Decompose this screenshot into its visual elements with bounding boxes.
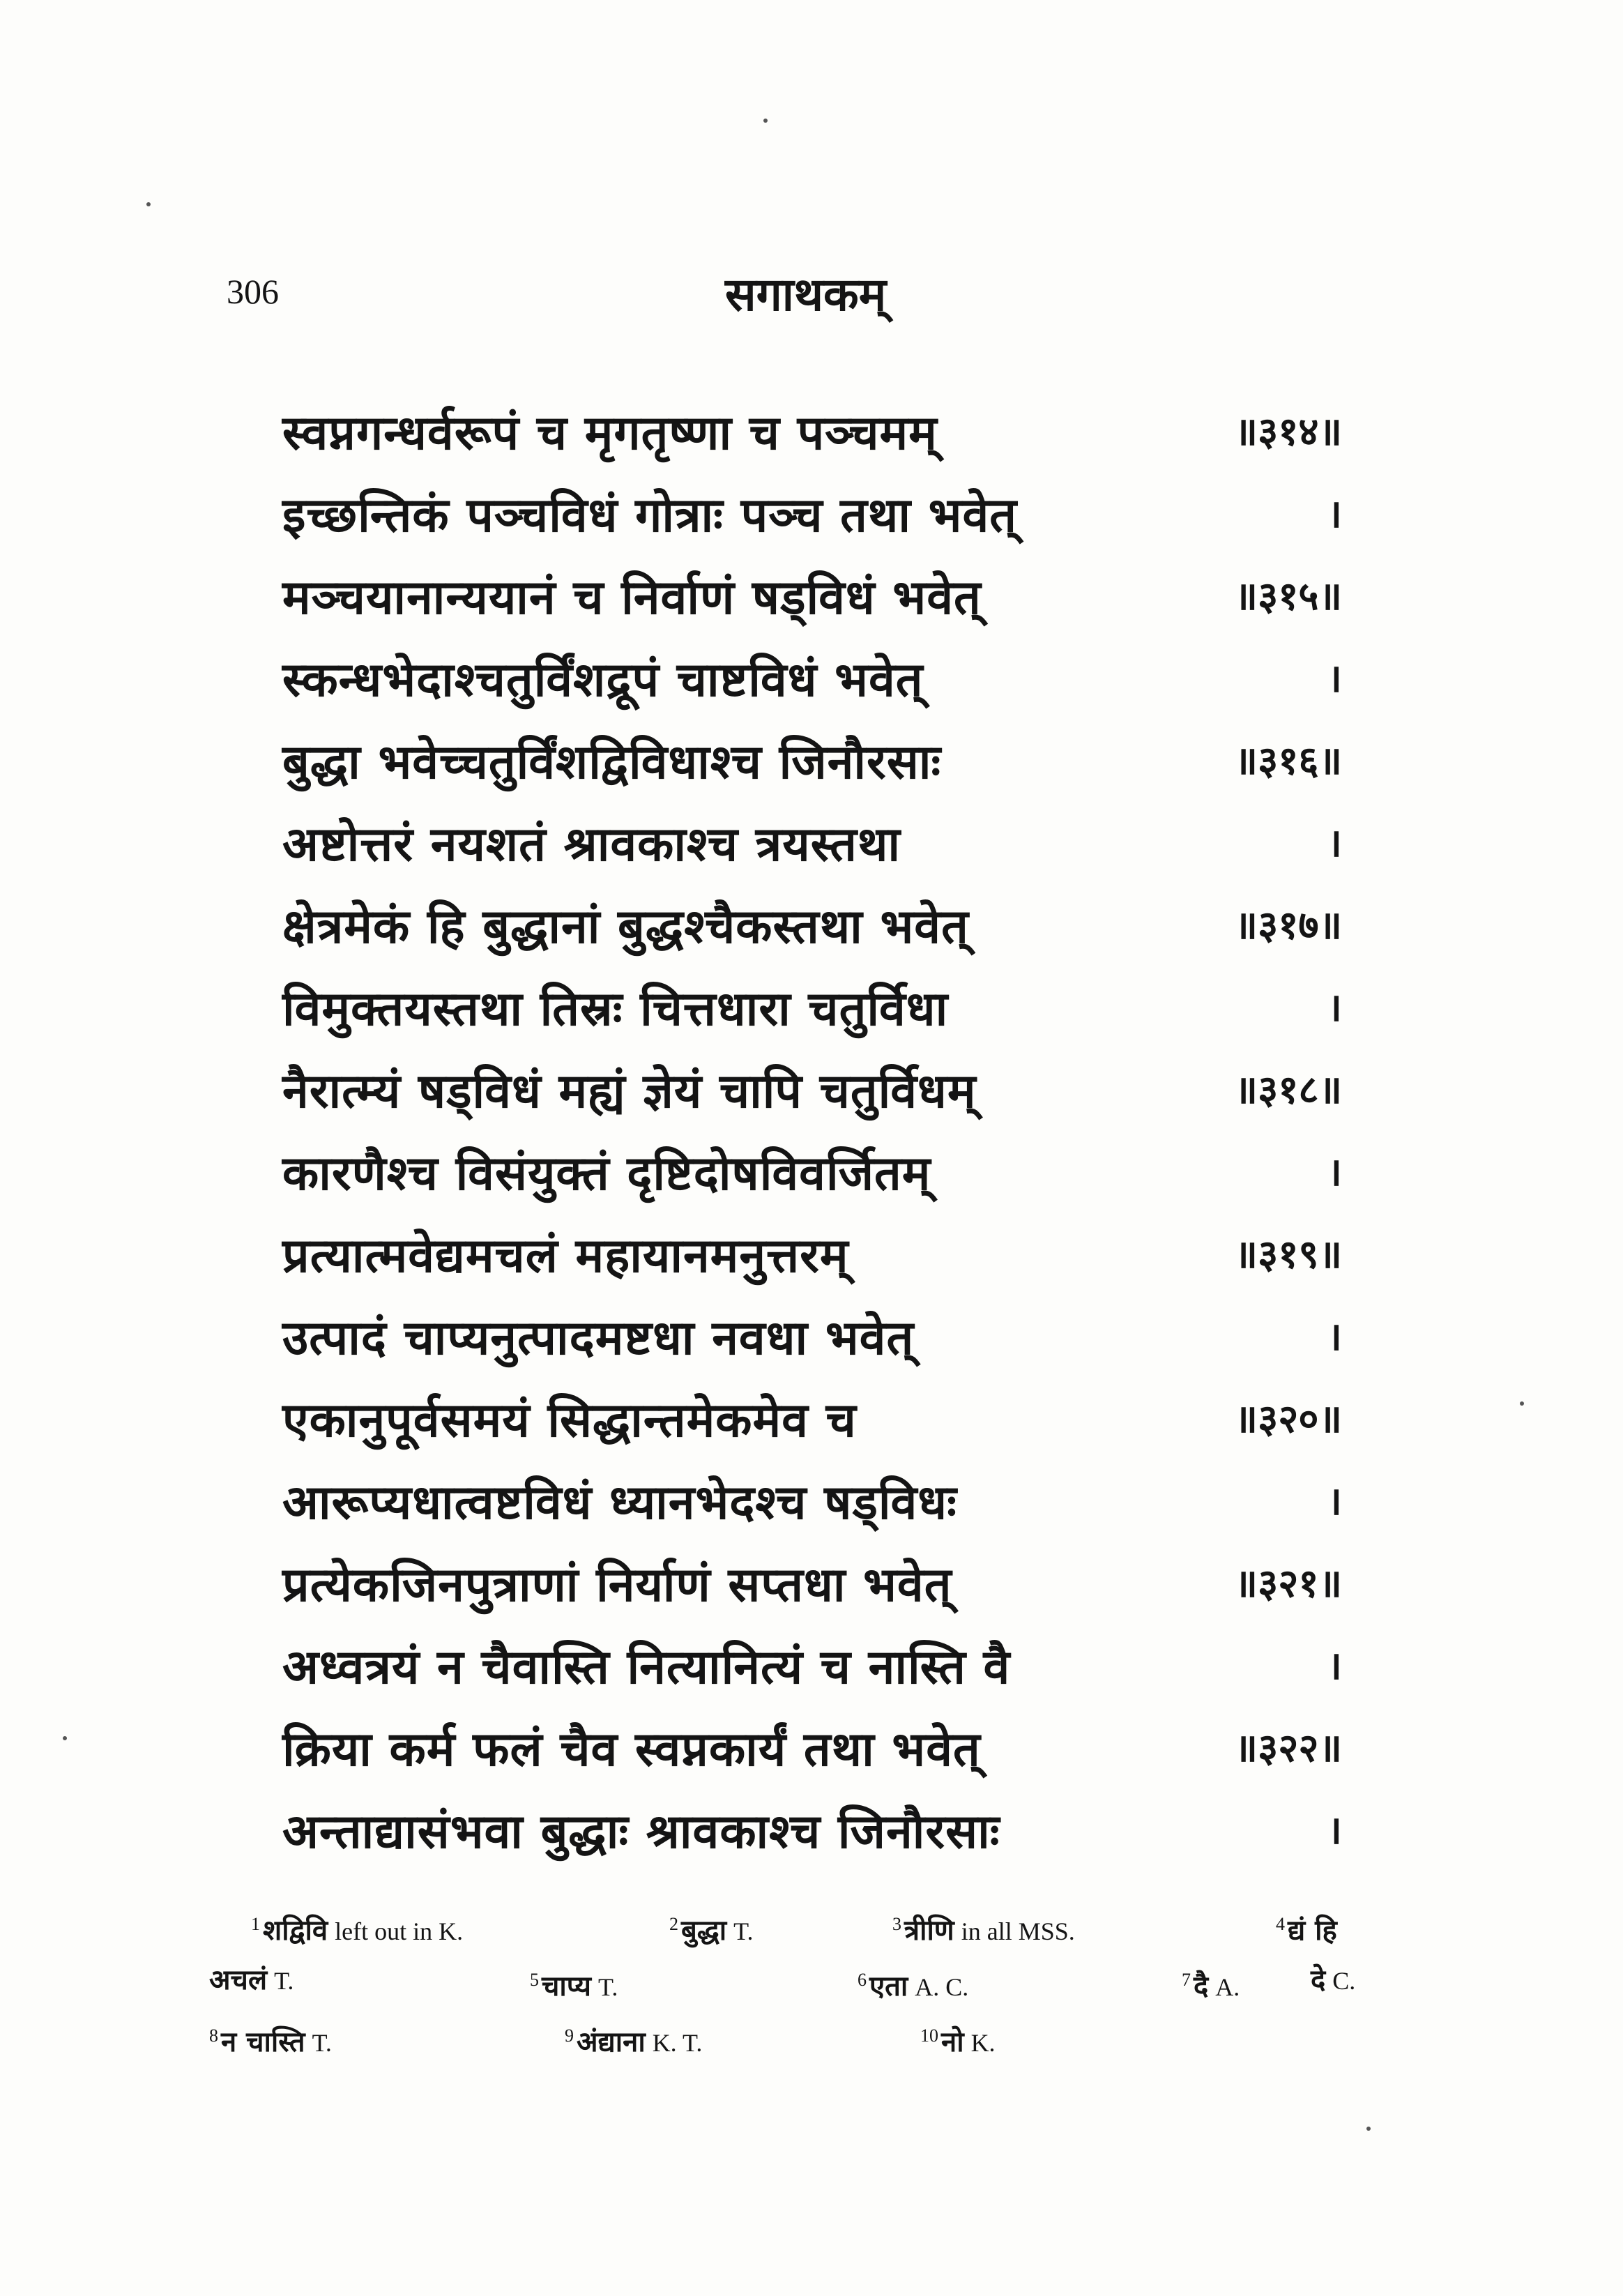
footnote-number: 10	[920, 2025, 938, 2046]
verse-text: उत्पादं चाप्यनुत्पादमष्टधा नवधा भवेत्	[282, 1310, 915, 1366]
verse-line	[282, 389, 1370, 471]
footnote-number: 4	[1276, 1914, 1285, 1934]
scan-speck	[763, 119, 768, 123]
verse-text: विमुक्तयस्तथा तिस्रः चित्तधारा चतुर्विधा	[282, 981, 949, 1037]
footnote-reading: नो	[941, 2026, 964, 2058]
verse-text: स्कन्धभेदाश्चतुर्विंशद्रूपं चाष्टविधं भवेत्	[282, 652, 924, 708]
verse-text: बुद्धा भवेच्चतुर्विंशद्विविधाश्च जिनौरसाः	[282, 734, 942, 790]
verse-danda: ।	[1327, 656, 1342, 701]
footnote-source: K. T.	[652, 2029, 703, 2057]
footnote-reading: त्रीणि	[904, 1915, 954, 1947]
footnote-source: K.	[970, 2029, 996, 2057]
footnote-source: T.	[312, 2029, 332, 2057]
verse-number: ॥३२०॥	[1234, 1397, 1342, 1442]
footnote-reading: दे	[1311, 1964, 1326, 1996]
footnote-source: T.	[274, 1967, 294, 1995]
verse-danda: ।	[1327, 1808, 1342, 1853]
footnote-reading: न चास्ति	[221, 2026, 305, 2058]
verse-text: क्षेत्रमेकं हि बुद्धानां बुद्धश्चैकस्तथा भवेत्	[282, 899, 969, 955]
footnote-continuation	[1311, 1952, 1355, 2009]
running-title: सगाथकम्	[725, 268, 887, 321]
verse-number: ॥३१९॥	[1234, 1232, 1342, 1277]
verse-text: एकानुपूर्वसमयं सिद्धान्तमेकमेव च	[282, 1392, 857, 1448]
verse-number: ॥३१५॥	[1234, 574, 1342, 619]
verse-danda: ।	[1327, 985, 1342, 1031]
footnote-reading: अचलं	[209, 1964, 268, 1996]
footnote	[209, 2008, 332, 2071]
footnote-source: A.	[1215, 1973, 1240, 2001]
verse-text: नैरात्म्यं षड्विधं मह्यं ज्ञेयं चापि चतुर्विधम्	[282, 1063, 977, 1119]
verse-text: अन्ताद्यासंभवा बुद्धाः श्रावकाश्च जिनौरसाः	[282, 1804, 1000, 1860]
verse-text: अध्वत्रयं न चैवास्ति नित्यानित्यं च नास्ति वै	[282, 1639, 1011, 1695]
verse-line	[282, 636, 1370, 718]
verse-line	[282, 1459, 1370, 1541]
verse-number: ॥३१७॥	[1234, 903, 1342, 948]
footnote	[251, 1896, 463, 1959]
verse-number: ॥३१६॥	[1234, 738, 1342, 784]
footnote-reading: अंद्याना	[577, 2026, 646, 2058]
verse-text: आरूप्यधात्वष्टविधं ध्यानभेदश्च षड्विधः	[282, 1475, 957, 1530]
footnote-source: T.	[598, 1973, 618, 2001]
footnote	[530, 1952, 618, 2015]
footnote	[1182, 1952, 1240, 2015]
footnote-row	[209, 1952, 1408, 2008]
verse-number: ॥३२१॥	[1234, 1561, 1342, 1606]
scan-speck	[146, 202, 151, 206]
verse-danda: ।	[1327, 1479, 1342, 1524]
scan-speck	[1520, 1401, 1524, 1406]
footnote-number: 9	[565, 2025, 574, 2046]
verse-block	[282, 389, 1370, 1870]
verse-danda: ।	[1327, 821, 1342, 866]
verse-text: कारणैश्च विसंयुक्तं दृष्टिदोषविवर्जितम्	[282, 1146, 931, 1201]
verse-line	[282, 1788, 1370, 1870]
footnote-source: left out in K.	[335, 1917, 464, 1945]
footnote	[920, 2008, 996, 2071]
footnote-row	[209, 1896, 1408, 1952]
verse-text: अष्टोत्तरं नयशतं श्रावकाश्च त्रयस्तथा	[282, 816, 901, 872]
footnote	[1276, 1896, 1337, 1959]
verse-line	[282, 554, 1370, 636]
page-number: 306	[227, 272, 279, 311]
footnote-reading: चाप्य	[542, 1970, 591, 2002]
verse-number: ॥३२२॥	[1234, 1726, 1342, 1771]
footnote-number: 6	[858, 1970, 867, 1990]
footnote-reading: शद्विवि	[263, 1915, 328, 1947]
scan-speck	[63, 1736, 67, 1740]
footnote	[892, 1896, 1075, 1959]
verse-text: इच्छन्तिकं पञ्चविधं गोत्राः पञ्च तथा भवेत्	[282, 487, 1018, 543]
verse-text: मञ्चयानान्ययानं च निर्वाणं षड्विधं भवेत्	[282, 570, 982, 625]
footnote	[858, 1952, 968, 2015]
footnote	[565, 2008, 702, 2071]
verse-danda: ।	[1327, 1643, 1342, 1689]
verse-line	[282, 1705, 1370, 1788]
verse-line	[282, 1047, 1370, 1130]
footnote-reading: दै	[1194, 1970, 1209, 2002]
footnotes	[209, 1896, 1408, 2064]
footnote	[669, 1896, 754, 1959]
verse-text: प्रत्येकजिनपुत्राणां निर्याणं सप्तधा भवेत्	[282, 1557, 952, 1613]
verse-line	[282, 1541, 1370, 1623]
footnote-number: 5	[530, 1970, 539, 1990]
verse-line	[282, 471, 1370, 554]
footnote-source: C.	[1332, 1967, 1356, 1995]
verse-line	[282, 1212, 1370, 1294]
footnote-reading: बुद्धा	[681, 1915, 727, 1947]
footnote-source: A. C.	[915, 1973, 969, 2001]
verse-number: ॥३१४॥	[1234, 409, 1342, 455]
verse-line	[282, 1623, 1370, 1705]
footnote-continuation	[209, 1952, 294, 2009]
verse-danda: ।	[1327, 492, 1342, 537]
footnote-number: 7	[1182, 1970, 1191, 1990]
verse-line	[282, 965, 1370, 1047]
verse-line	[282, 718, 1370, 800]
verse-line	[282, 1376, 1370, 1459]
footnote-source: T.	[733, 1917, 754, 1945]
footnote-number: 8	[209, 2025, 218, 2046]
verse-danda: ।	[1327, 1314, 1342, 1360]
verse-text: प्रत्यात्मवेद्यमचलं महायानमनुत्तरम्	[282, 1228, 849, 1284]
footnote-reading: द्यं हि	[1288, 1915, 1337, 1947]
footnote-source: in all MSS.	[961, 1917, 1075, 1945]
footnote-number: 2	[669, 1914, 678, 1934]
footnote-number: 1	[251, 1914, 260, 1934]
footnote-reading: एता	[869, 1970, 908, 2002]
footnote-number: 3	[892, 1914, 901, 1934]
verse-line	[282, 800, 1370, 883]
verse-line	[282, 1130, 1370, 1212]
verse-number: ॥३१८॥	[1234, 1067, 1342, 1113]
verse-text: स्वप्नगन्धर्वरूपं च मृगतृष्णा च पञ्चमम्	[282, 405, 938, 461]
verse-danda: ।	[1327, 1150, 1342, 1195]
footnote-row	[209, 2008, 1408, 2064]
scan-speck	[1366, 2127, 1371, 2131]
verse-line	[282, 1294, 1370, 1376]
verse-text: क्रिया कर्म फलं चैव स्वप्नकार्यं तथा भवेत्	[282, 1721, 981, 1777]
verse-line	[282, 883, 1370, 965]
